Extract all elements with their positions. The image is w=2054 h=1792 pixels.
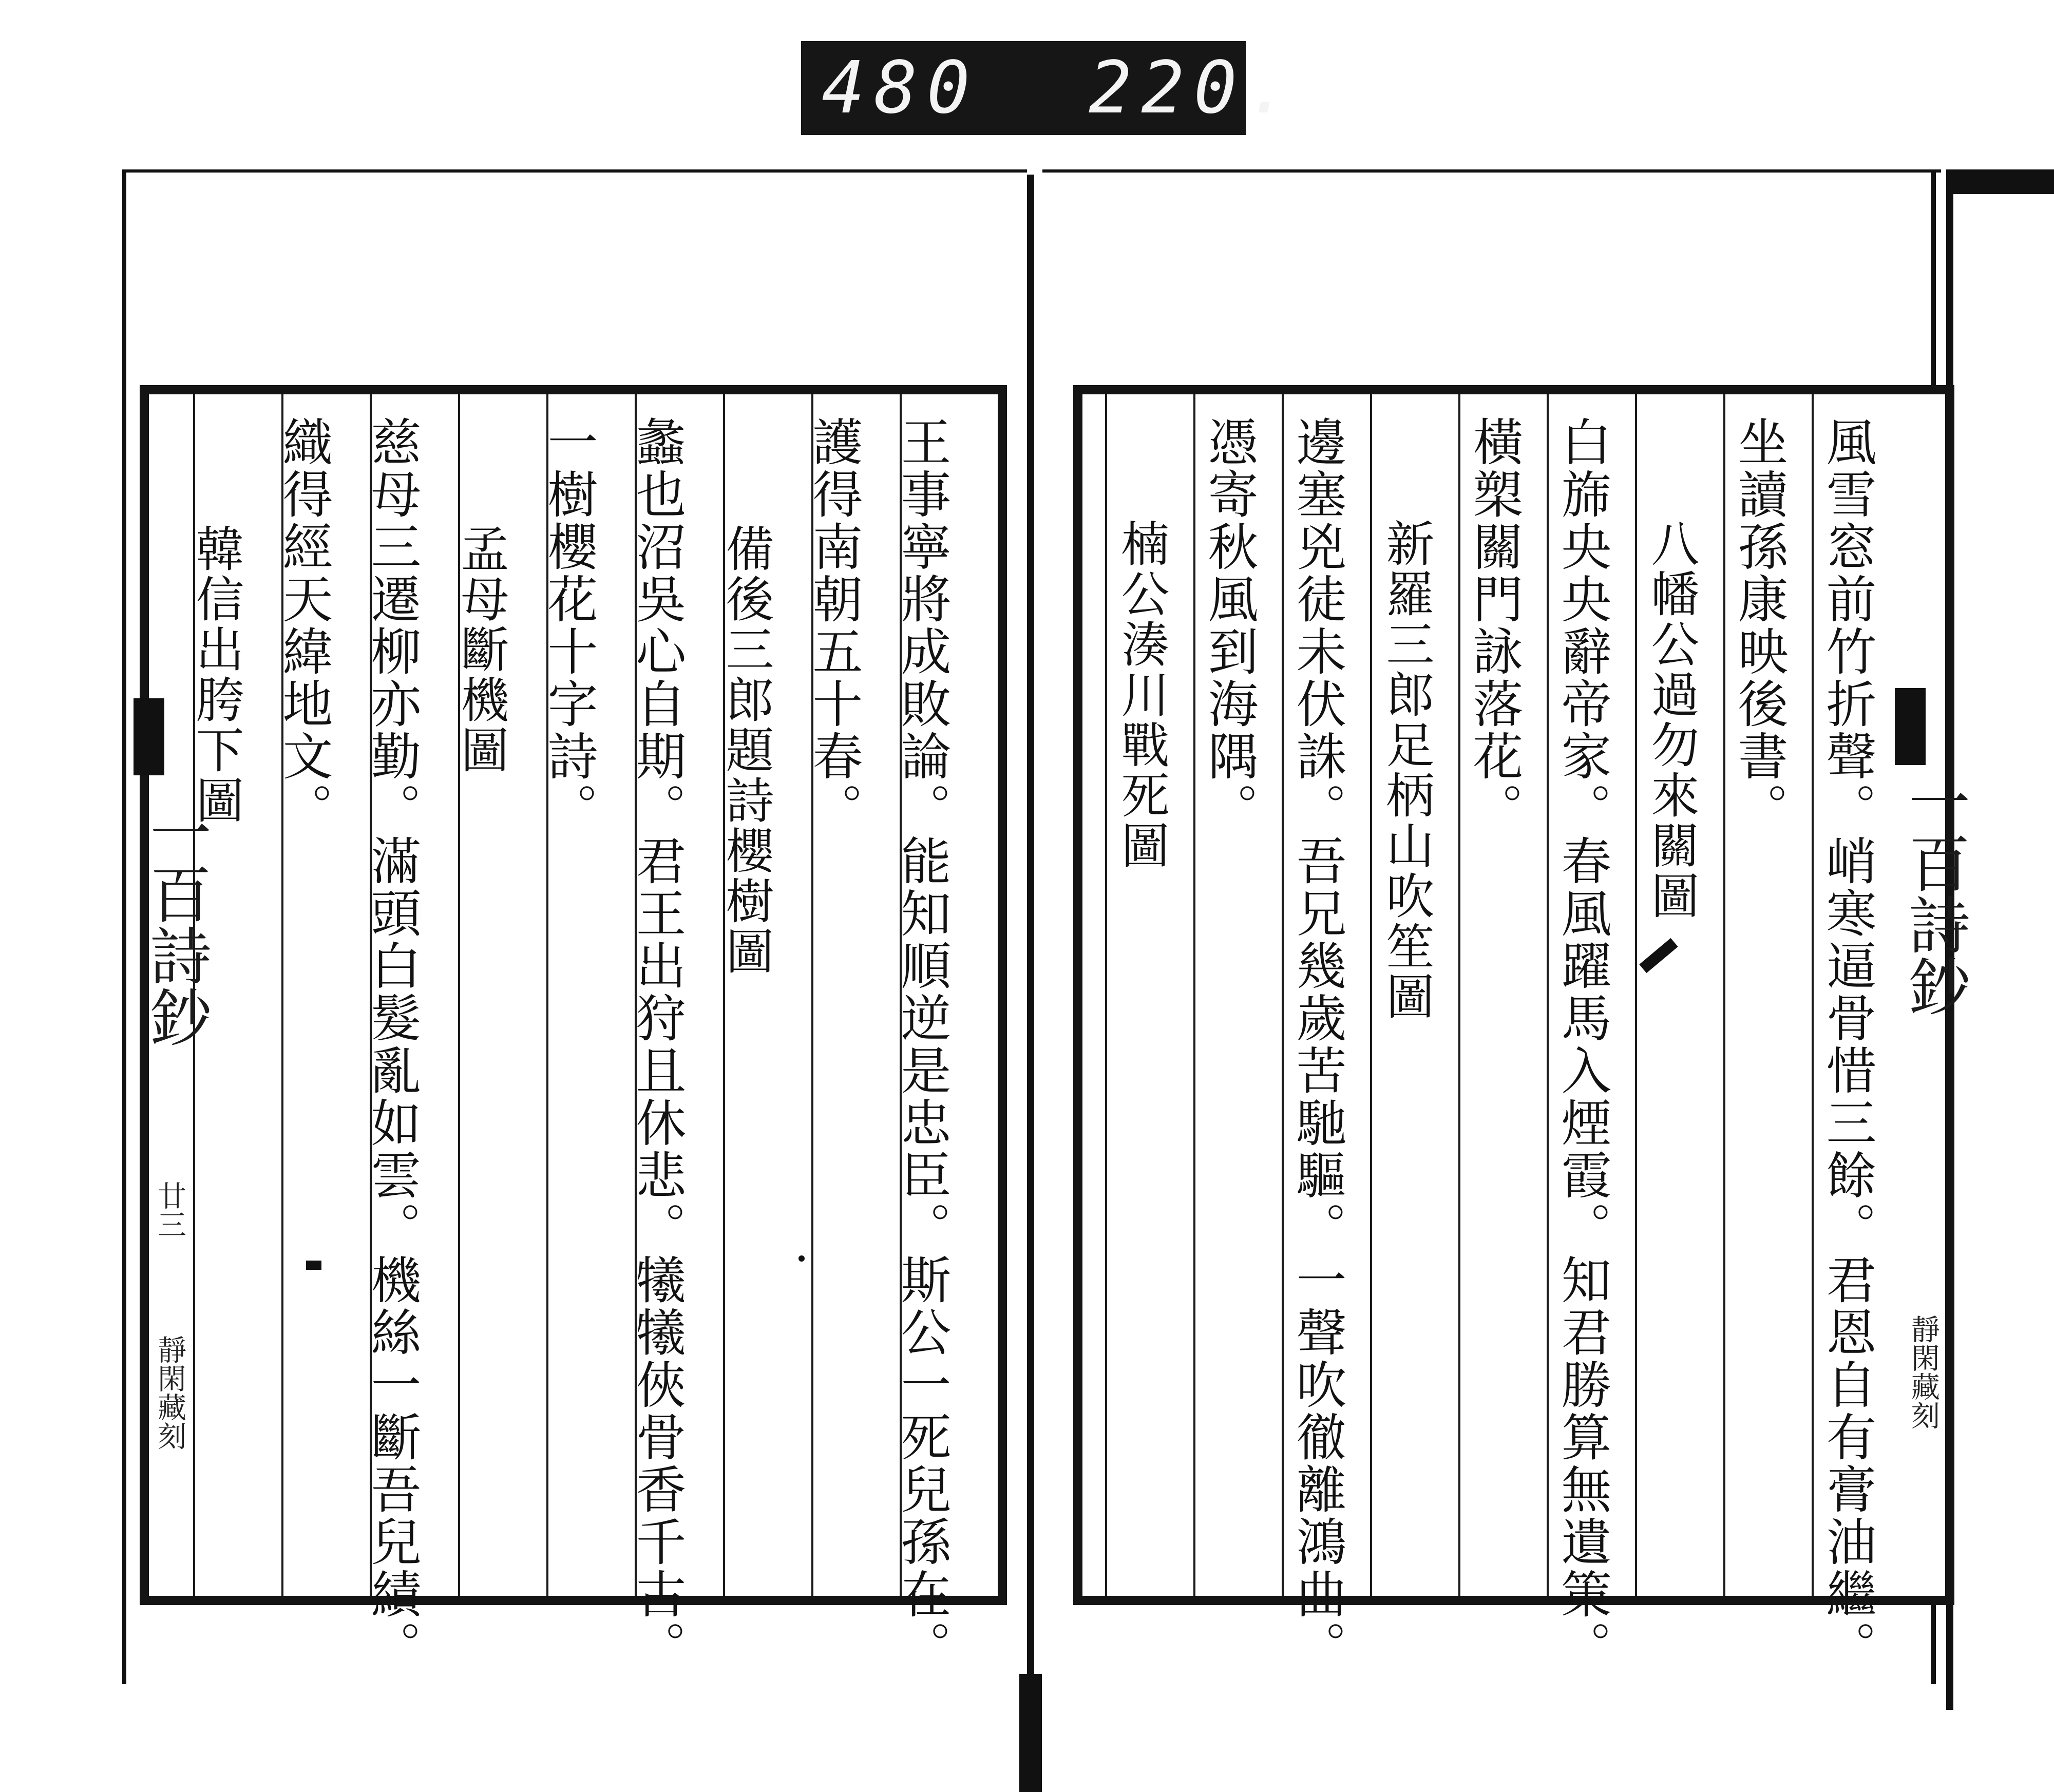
column-rule xyxy=(1370,394,1372,1596)
binding-gutter-foot xyxy=(1019,1674,1042,1792)
painting-title: 韓信出胯下圖 xyxy=(187,524,243,826)
margin-folio-number: 廿三 xyxy=(153,1181,186,1238)
right-page-top-edge xyxy=(1042,169,1941,173)
margin-book-title: 一百詩鈔 xyxy=(140,801,211,1047)
margin-book-title: 一百詩鈔 xyxy=(1898,770,1970,1017)
column-rule xyxy=(1193,394,1195,1596)
poem-line: 橫槊關門詠落花。 xyxy=(1465,416,1523,835)
binding-gutter xyxy=(1027,175,1034,1792)
painting-title: 孟母斷機圖 xyxy=(452,524,508,775)
poem-line: 蠡也沼吳心自期。君王出狩且休悲。犧犧俠骨香千古。 xyxy=(627,416,686,1673)
ink-speck xyxy=(306,1261,321,1270)
column-rule xyxy=(1547,394,1549,1596)
poem-line: 一樹櫻花十字詩。 xyxy=(539,416,598,835)
painting-title: 楠公湊川戰死圖 xyxy=(1113,519,1169,871)
fish-tail-mark xyxy=(1895,688,1926,765)
film-frame-label xyxy=(801,41,1299,135)
film-number-left: 480 xyxy=(822,46,979,130)
poem-line: 邊塞兇徒未伏誅。吾兄幾歲苦馳驅。一聲吹徹離鴻曲。 xyxy=(1288,416,1346,1673)
fish-tail-mark xyxy=(134,698,164,775)
left-page-top-edge xyxy=(123,169,1027,173)
margin-publisher: 靜閑藏刻 xyxy=(153,1335,186,1450)
poem-line: 白旆央央辭帝家。春風躍馬入煙霞。知君勝算無遺策。 xyxy=(1553,416,1611,1673)
painting-title: 八幡公過勿來關圖 xyxy=(1643,519,1699,921)
film-number-right: 220. xyxy=(1089,46,1299,130)
column-rule xyxy=(1282,394,1284,1596)
column-rule xyxy=(1458,394,1460,1596)
column-rule xyxy=(1635,394,1637,1596)
poem-line: 王事寧將成敗論。能知順逆是忠臣。斯公一死兒孫在。 xyxy=(892,416,951,1673)
outer-board-right xyxy=(1951,169,2054,194)
column-rule xyxy=(1723,394,1725,1596)
left-page-outer-edge xyxy=(122,169,126,1684)
painting-title: 備後三郎題詩櫻樹圖 xyxy=(717,524,773,977)
margin-publisher: 靜閑藏刻 xyxy=(1907,1314,1940,1429)
poem-line: 風雪窓前竹折聲。峭寒逼骨惜三餘。君恩自有膏油繼。 xyxy=(1818,416,1876,1673)
column-rule xyxy=(1105,394,1107,1596)
poem-line: 坐讀孫康映後書。 xyxy=(1729,416,1788,835)
column-rule xyxy=(1812,394,1814,1596)
poem-line: 慈母三遷柳亦勤。滿頭白髮亂如雲。機絲一斷吾兒績。 xyxy=(363,416,421,1673)
poem-line: 護得南朝五十春。 xyxy=(804,416,863,835)
painting-title: 新羅三郎足柄山吹笙圖 xyxy=(1378,519,1434,1022)
ink-speck xyxy=(798,1255,805,1262)
poem-line: 憑寄秋風到海隅。 xyxy=(1200,416,1258,835)
poem-line: 織得經天緯地文。 xyxy=(274,416,333,835)
